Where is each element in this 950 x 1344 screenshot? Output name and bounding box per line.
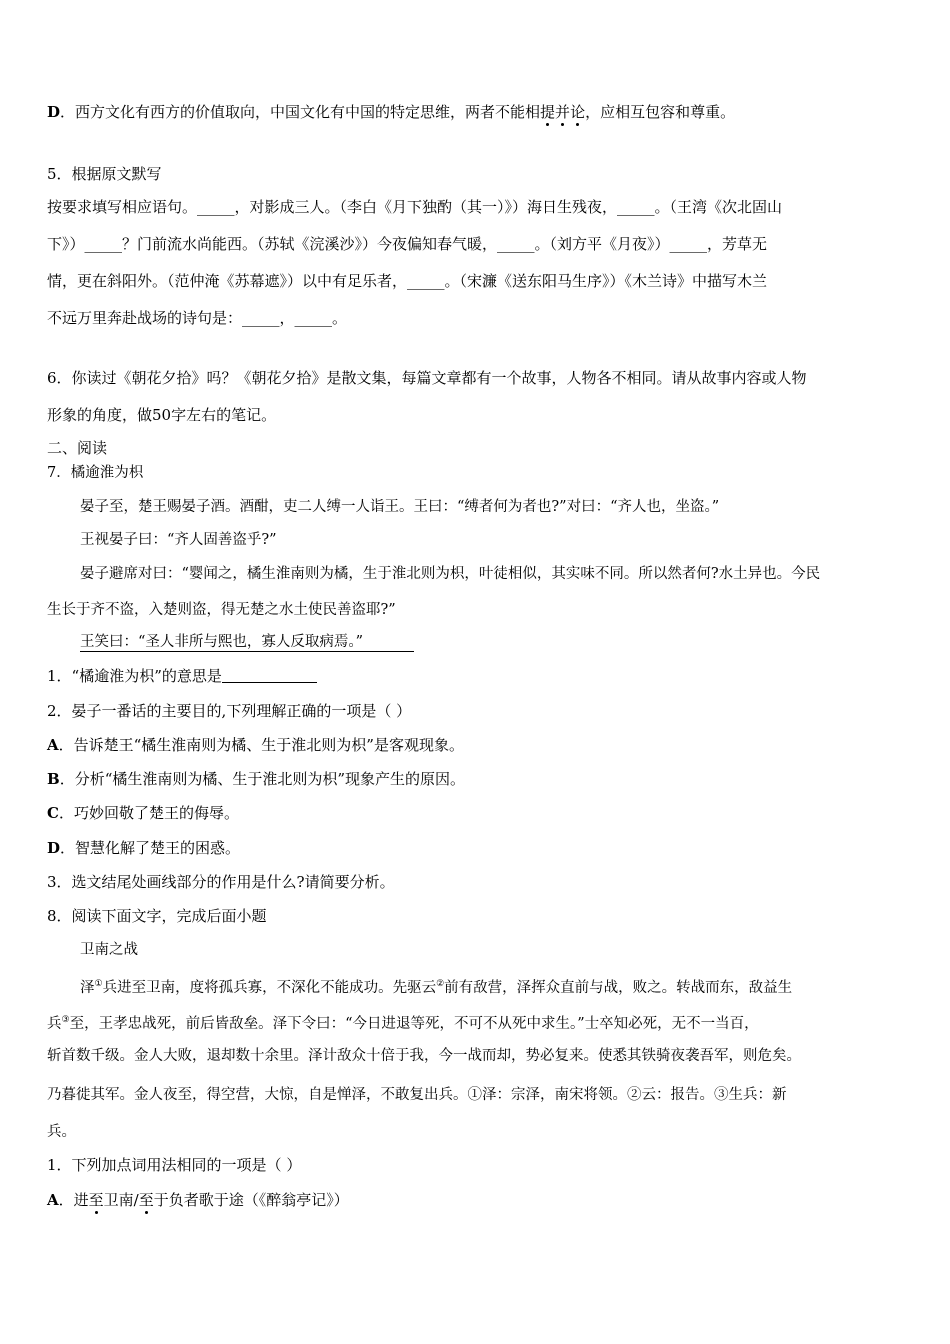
footnote-mark: ②	[436, 979, 445, 989]
passage-para-underlined: 王笑曰：“圣人非所与熙也，寡人反取病焉。”	[80, 634, 364, 650]
q7-option-d: D．智慧化解了楚王的困惑。	[47, 839, 241, 857]
passage-line: 兵。	[47, 1124, 76, 1140]
option-label: D	[47, 103, 61, 121]
option-label: D	[47, 839, 61, 857]
footnote-mark: ①	[94, 979, 103, 989]
emphasis-char: 至	[138, 1191, 154, 1209]
passage-title: 卫南之战	[80, 942, 138, 958]
q5-line: 下》）_____？门前流水尚能西。（苏轼《浣溪沙》）今夜偏知春气暖，_____。（刘方平《月夜》）_____，芳草无	[47, 235, 768, 253]
q7-option-b: B．分析“橘生淮南则为橘、生于淮北则为枳”现象产生的原因。	[47, 770, 466, 788]
option-label: A	[47, 1191, 59, 1209]
q5-line: 情，更在斜阳外。（范仲淹《苏幕遮》）以中有足乐者，_____。（宋濂《送东阳马生序》）《木兰诗》中描写木兰	[47, 272, 768, 290]
passage-line: 乃暮徙其军。金人夜至，得空营，大惊，自是惮泽，不敢复出兵。①泽：宗泽，南宋将领。②云：报告。③生兵：新	[47, 1087, 787, 1103]
option-label: A	[47, 736, 59, 754]
passage-para: 王视晏子曰：“齐人固善盗乎?”	[80, 532, 277, 548]
q7-title: 7．橘逾淮为枳	[47, 465, 144, 481]
option-label: B	[47, 770, 60, 788]
q6-line: 6．你读过《朝花夕拾》吗？《朝花夕拾》是散文集，每篇文章都有一个故事，人物各不相同。请从故事内容或人物	[47, 369, 807, 387]
passage-para: 晏子至，楚王赐晏子酒。酒酣，吏二人缚一人诣王。王曰：“缚者何为者也?”对曰：“齐人也，坐盗。”	[80, 499, 720, 515]
underline-rule	[80, 651, 414, 652]
q8-option-a: A．进至卫南/至于负者歌于途（《醉翁亭记》）	[47, 1191, 349, 1209]
q7-sub2: 2．晏子一番话的主要目的,下列理解正确的一项是（ ）	[47, 702, 412, 720]
passage-para: 生长于齐不盗，入楚则盗，得无楚之水土使民善盗耶?”	[47, 602, 396, 618]
q8-title: 8．阅读下面文字，完成后面小题	[47, 907, 267, 925]
option-label: C	[47, 804, 59, 822]
q7-sub3: 3．选文结尾处画线部分的作用是什么?请简要分析。	[47, 873, 395, 891]
passage-line: 斩首数千级。金人大败，退却数十余里。泽计敌众十倍于我，今一战而却，势必复来。使悉其铁骑夜袭吾军，则危矣。	[47, 1048, 801, 1064]
section-heading: 二、阅读	[47, 439, 108, 457]
passage-line: 泽①兵进至卫南，度将孤兵寡，不深化不能成功。先驱云②前有敌营，泽挥众直前与战，败之。转战而东，敌益生	[80, 979, 793, 996]
q8-sub1: 1．下列加点词用法相同的一项是（ ）	[47, 1156, 302, 1174]
emphasis-char: 提	[540, 103, 556, 121]
passage-para: 晏子避席对曰：“婴闻之，橘生淮南则为橘，生于淮北则为枳，叶徒相似，其实味不同。所以然者何?水土异也。今民	[80, 566, 821, 582]
q7-option-c: C．巧妙回敬了楚王的侮辱。	[47, 804, 239, 822]
passage-line: 兵③至，王孝忠战死，前后皆敌垒。泽下令曰：“今日进退等死，不可不从死中求生。”士卒知必死，无不一当百，	[47, 1015, 759, 1032]
q5-line: 按要求填写相应语句。_____，对影成三人。（李白《月下独酌（其一）》）海日生残夜，_____。（王湾《次北固山	[47, 198, 783, 216]
q7-option-a: A．告诉楚王“橘生淮南则为橘、生于淮北则为枳”是客观现象。	[47, 736, 464, 754]
q5-title: 5．根据原文默写	[47, 165, 162, 183]
q6-line: 形象的角度，做50字左右的笔记。	[47, 406, 277, 424]
emphasis-char: 论	[570, 103, 586, 121]
emphasis-char: 并	[555, 103, 571, 121]
q4-option-d: D．西方文化有西方的价值取向，中国文化有中国的特定思维，两者不能相提并论，应相互包容和尊重。	[47, 103, 736, 121]
q7-sub1: 1．“橘逾淮为枳”的意思是	[47, 666, 317, 686]
footnote-mark: ③	[61, 1015, 70, 1025]
q5-line: 不远万里奔赴战场的诗句是：_____，_____。	[47, 309, 348, 327]
emphasis-char: 至	[88, 1191, 104, 1209]
answer-blank[interactable]	[222, 668, 317, 683]
